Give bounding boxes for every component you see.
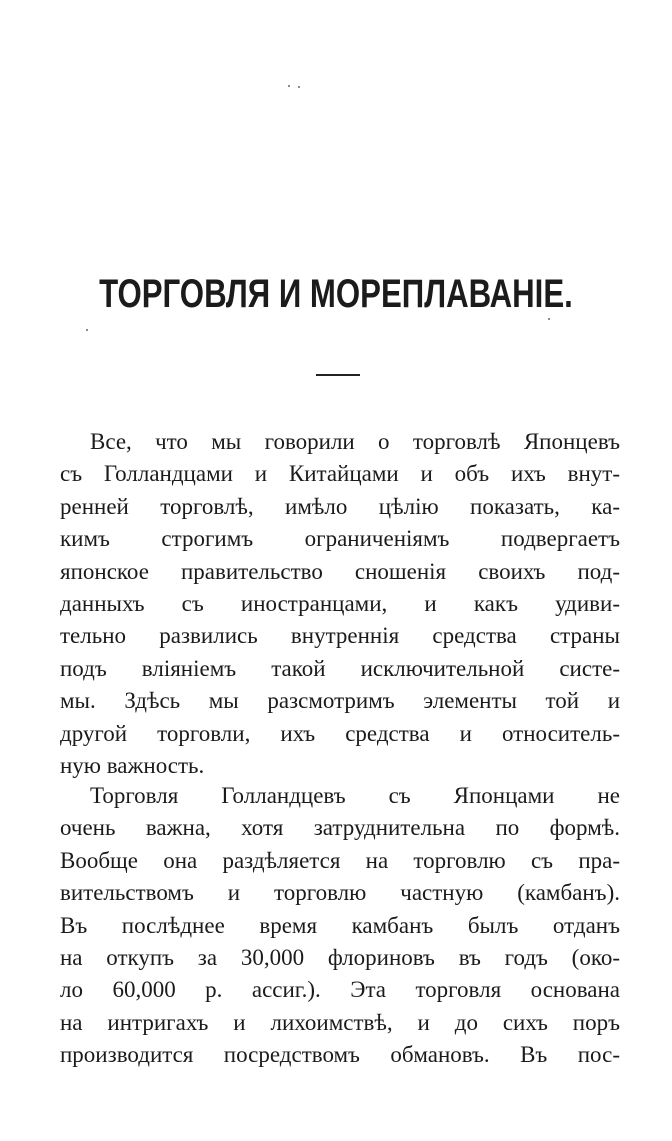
text-line: съ Голландцами и Китайцами и объ ихъ внут- (60, 461, 620, 487)
text-line: вительствомъ и торговлю частную (камбанъ). (60, 880, 620, 906)
text-line: ло 60,000 р. ассиг.). Эта торговля основана (60, 977, 620, 1003)
title-rule-divider (316, 374, 360, 376)
text-line: на интригахъ и лихоимствѣ, и до сихъ поръ (60, 1009, 620, 1035)
text-line: на откупъ за 30,000 флориновъ въ годъ (око- (60, 944, 620, 970)
text-line: Вообще она раздѣляется на торговлю съ пра- (60, 847, 620, 873)
text-line: ренней торговлѣ, имѣло цѣлію показать, ка- (60, 493, 620, 519)
paragraph-1 (60, 426, 620, 782)
text-line: данныхъ съ иностранцами, и какъ удиви- (60, 590, 620, 616)
print-speck (298, 86, 300, 88)
text-line: производится посредствомъ обмановъ. Въ пос- (60, 1042, 620, 1068)
print-speck (86, 329, 88, 331)
paragraph-2 (60, 780, 620, 1072)
text-line: очень важна, хотя затруднительна по формѣ. (60, 815, 620, 841)
text-line: кимъ строгимъ ограниченіямъ подвергаетъ (60, 526, 620, 552)
print-speck (548, 318, 550, 320)
text-line: тельно развились внутреннія средства страны (60, 623, 620, 649)
text-line: подъ вліяніемъ такой исключительной систе- (60, 655, 620, 681)
text-line: японское правительство сношенія своихъ под- (60, 558, 620, 584)
text-line: Въ послѣднее время камбанъ былъ отданъ (60, 912, 620, 938)
print-speck (288, 85, 290, 87)
text-line: ную важность. (60, 752, 205, 778)
text-line: Все, что мы говорили о торговлѣ Японцевъ (90, 429, 620, 454)
chapter-title: ТОРГОВЛЯ И МОРЕПЛАВАНІЕ. (99, 272, 573, 316)
text-line: мы. Здѣсь мы разсмотримъ элементы той и (60, 688, 620, 714)
text-line: другой торговли, ихъ средства и относитель- (60, 720, 620, 746)
text-line: Торговля Голландцевъ съ Японцами не (90, 783, 620, 808)
